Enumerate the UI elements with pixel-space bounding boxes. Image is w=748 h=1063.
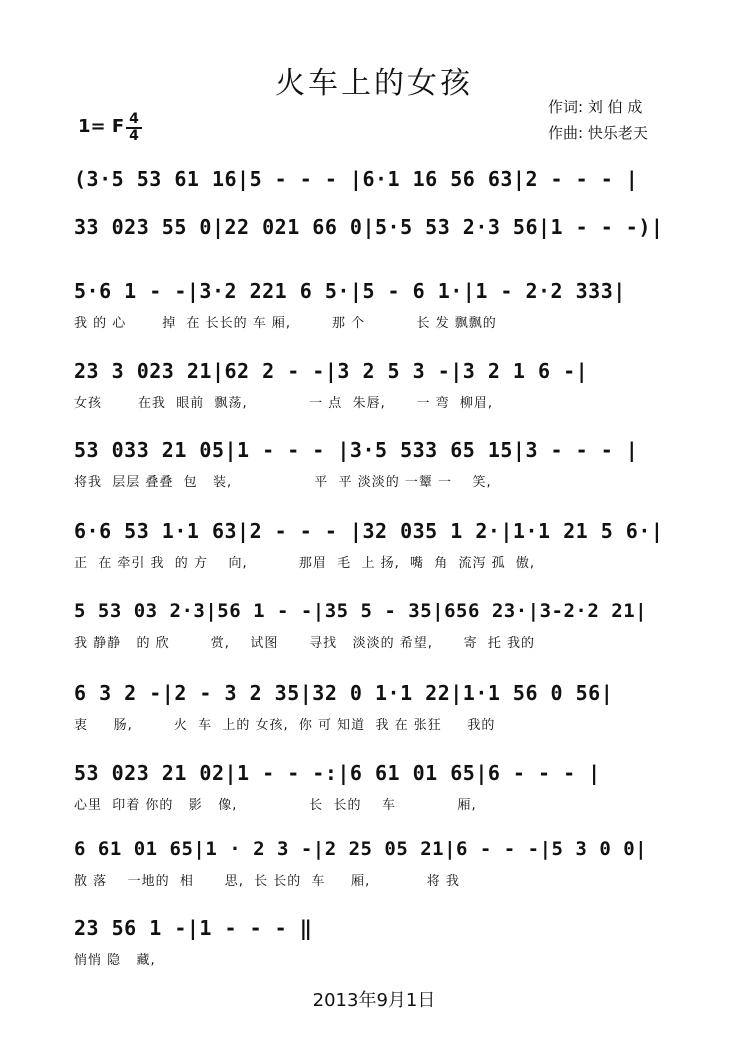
lyricist-credit: 作词: 刘 伯 成	[548, 98, 643, 116]
notation-row: 53 023 21 02|1 - - -:|6 61 01 65|6 - - - |	[74, 761, 601, 785]
notation-row: 6·6 53 1·1 63|2 - - - |32 035 1 2·|1·1 21 5 6·|	[74, 519, 664, 543]
notation-row: 5 53 03 2·3|56 1 - -|35 5 - 35|656 23·|3-2·2 21|	[74, 600, 648, 622]
page-title: 火车上的女孩	[275, 66, 473, 101]
notation-row: 33 023 55 0|22 021 66 0|5·5 53 2·3 56|1 - - -)|	[74, 215, 664, 239]
lyrics-row: 将我 层层 叠叠 包 装, 平 平 淡淡的 一颦 一 笑,	[74, 475, 492, 490]
time-signature	[126, 113, 142, 143]
notation-row: 6 61 01 65|1 · 2 3 -|2 25 05 21|6 - - -|5 3 0 0|	[74, 838, 648, 860]
notation-row: 6 3 2 -|2 - 3 2 35|32 0 1·1 22|1·1 56 0 56|	[74, 681, 614, 705]
notation-row: 23 56 1 -|1 - - - ‖	[74, 916, 313, 940]
lyrics-row: 女孩 在我 眼前 飘荡, 一 点 朱唇, 一 弯 柳眉,	[74, 396, 494, 411]
notation-row: 23 3 023 21|62 2 - -|3 2 5 3 -|3 2 1 6 -|	[74, 359, 589, 383]
notation-row: 53 033 21 05|1 - - - |3·5 533 65 15|3 - - - |	[74, 438, 639, 462]
date-footer: 2013年9月1日	[312, 990, 436, 1011]
key-signature: 1= F	[78, 116, 125, 137]
lyrics-row: 我 静静 的 欣 赏, 试图 寻找 淡淡的 希望, 寄 托 我的	[74, 636, 536, 651]
lyrics-row: 散 落 一地的 相 思, 长 长的 车 厢, 将 我	[74, 874, 460, 889]
lyrics-row: 心里 印着 你的 影 像, 长 长的 车 厢,	[74, 798, 477, 813]
time-signature-top: 4	[129, 111, 139, 127]
notation-row: (3·5 53 61 16|5 - - - |6·1 16 56 63|2 - - - |	[74, 167, 639, 191]
notation-row: 5·6 1 - -|3·2 221 6 5·|5 - 6 1·|1 - 2·2 333|	[74, 279, 626, 303]
lyrics-row: 正 在 牵引 我 的 方 向, 那眉 毛 上 扬, 嘴 角 流泻 孤 傲,	[74, 556, 536, 571]
lyrics-row: 衷 肠, 火 车 上的 女孩, 你 可 知道 我 在 张狂 我的	[74, 718, 496, 733]
composer-credit: 作曲: 快乐老天	[548, 124, 648, 142]
lyrics-row: 悄悄 隐 藏,	[74, 953, 156, 968]
time-signature-bottom: 4	[129, 128, 139, 144]
lyrics-row: 我 的 心 掉 在 长长的 车 厢, 那 个 长 发 飘飘的	[74, 316, 497, 331]
